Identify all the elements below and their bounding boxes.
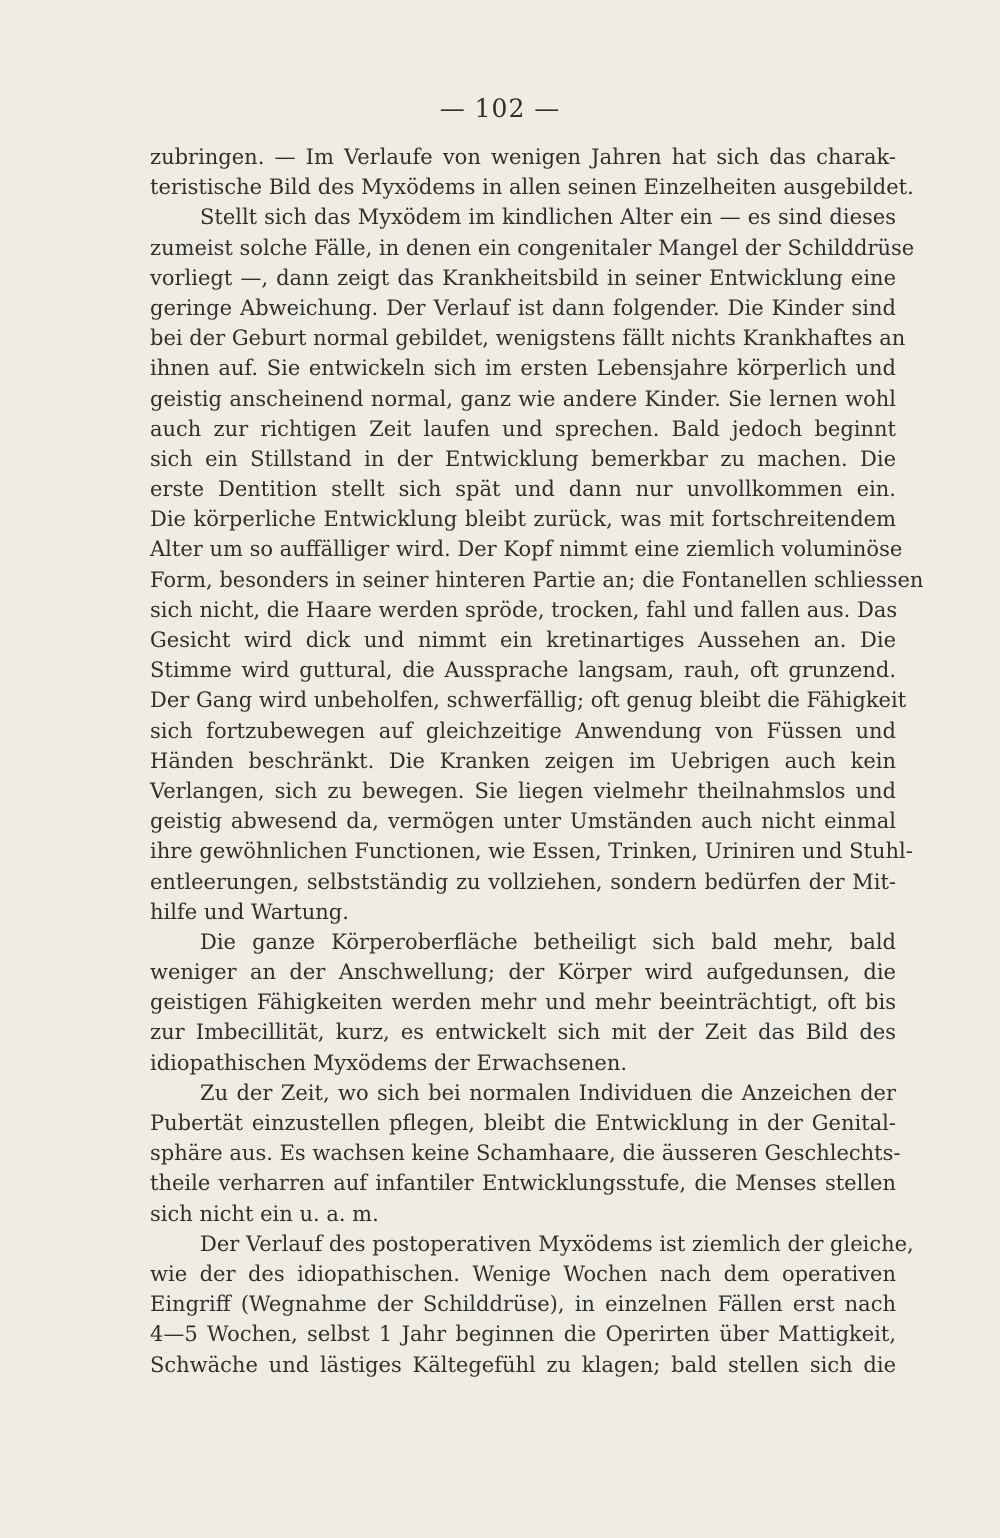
text-line: ihre gewöhnlichen Functionen, wie Essen, Trinken, Uriniren und Stuhl-: [150, 839, 913, 864]
text-line: zumeist solche Fälle, in denen ein congenitaler Mangel der Schilddrüse: [150, 235, 915, 260]
text-line: Die ganze Körperoberfläche betheiligt sich bald mehr, bald: [200, 929, 896, 954]
text-line: bei der Geburt normal gebildet, wenigstens fällt nichts Krankhaftes an: [150, 326, 906, 351]
text-line: erste Dentition stellt sich spät und dann nur unvollkommen ein.: [150, 477, 896, 502]
body-text: [150, 142, 924, 1380]
text-line: sich ein Stillstand in der Entwicklung bemerkbar zu machen. Die: [150, 446, 896, 471]
text-line: Stellt sich das Myxödem im kindlichen Alter ein — es sind dieses: [200, 205, 896, 230]
text-line: Alter um so auffälliger wird. Der Kopf nimmt eine ziemlich voluminöse: [150, 537, 903, 562]
text-line: auch zur richtigen Zeit laufen und sprechen. Bald jedoch beginnt: [150, 416, 896, 441]
text-line: sich fortzubewegen auf gleichzeitige Anwendung von Füssen und: [150, 718, 896, 743]
paragraph: [150, 927, 896, 1078]
text-line: geistig anscheinend normal, ganz wie andere Kinder. Sie lernen wohl: [150, 386, 896, 411]
page-number: — 102 —: [439, 94, 561, 123]
text-line: Form, besonders in seiner hinteren Partie an; die Fontanellen schliessen: [150, 567, 924, 592]
text-line: theile verharren auf infantiler Entwicklungsstufe, die Menses stellen: [150, 1171, 896, 1196]
paragraph: [150, 1078, 901, 1229]
text-line: sich nicht ein u. a. m.: [150, 1201, 379, 1226]
text-line: Der Gang wird unbeholfen, schwerfällig; oft genug bleibt die Fähigkeit: [150, 688, 907, 713]
paragraph: [150, 1229, 914, 1380]
text-line: Pubertät einzustellen pflegen, bleibt die Entwicklung in der Genital-: [150, 1111, 896, 1135]
text-line: zubringen. — Im Verlaufe von wenigen Jahren hat sich das charak-: [150, 145, 896, 169]
text-line: Zu der Zeit, wo sich bei normalen Individuen die Anzeichen der: [200, 1080, 896, 1105]
text-line: weniger an der Anschwellung; der Körper wird aufgedunsen, die: [150, 960, 896, 985]
text-line: sich nicht, die Haare werden spröde, trocken, fahl und fallen aus. Das: [150, 597, 898, 622]
text-line: Die körperliche Entwicklung bleibt zurück, was mit fortschreitendem: [150, 507, 896, 532]
text-line: sphäre aus. Es wachsen keine Schamhaare, die äusseren Geschlechts-: [150, 1141, 901, 1166]
text-line: Eingriff (Wegnahme der Schilddrüse), in einzelnen Fällen erst nach: [150, 1292, 896, 1317]
text-line: idiopathischen Myxödems der Erwachsenen.: [150, 1050, 628, 1075]
text-line: vorliegt —, dann zeigt das Krankheitsbild in seiner Entwicklung eine: [150, 265, 896, 290]
text-line: geistig abwesend da, vermögen unter Umständen auch nicht einmal: [150, 809, 896, 834]
text-line: entleerungen, selbstständig zu vollziehen, sondern bedürfen der Mit-: [150, 869, 896, 894]
text-line: 4—5 Wochen, selbst 1 Jahr beginnen die Operirten über Mattigkeit,: [150, 1322, 896, 1347]
text-line: ihnen auf. Sie entwickeln sich im ersten Lebensjahre körperlich und: [150, 356, 896, 381]
text-line: wie der des idiopathischen. Wenige Wochen nach dem operativen: [150, 1261, 896, 1286]
text-line: Händen beschränkt. Die Kranken zeigen im Uebrigen auch kein: [150, 748, 896, 773]
text-line: Verlangen, sich zu bewegen. Sie liegen vielmehr theilnahmslos und: [150, 778, 896, 803]
text-line: Stimme wird guttural, die Aussprache langsam, rauh, oft grunzend.: [150, 658, 896, 683]
text-line: teristische Bild des Myxödems in allen seinen Einzelheiten ausgebildet.: [150, 175, 914, 200]
text-line: geistigen Fähigkeiten werden mehr und mehr beeinträchtigt, oft bis: [150, 990, 896, 1015]
text-line: hilfe und Wartung.: [150, 899, 349, 924]
text-line: Gesicht wird dick und nimmt ein kretinartiges Aussehen an. Die: [150, 628, 896, 652]
text-line: geringe Abweichung. Der Verlauf ist dann folgender. Die Kinder sind: [150, 295, 896, 320]
text-line: zur Imbecillität, kurz, es entwickelt sich mit der Zeit das Bild des: [150, 1020, 896, 1045]
paragraph: [150, 142, 914, 202]
text-line: Schwäche und lästiges Kältegefühl zu klagen; bald stellen sich die: [150, 1352, 896, 1377]
paragraph: [150, 202, 924, 927]
text-line: Der Verlauf des postoperativen Myxödems ist ziemlich der gleiche,: [200, 1231, 914, 1256]
